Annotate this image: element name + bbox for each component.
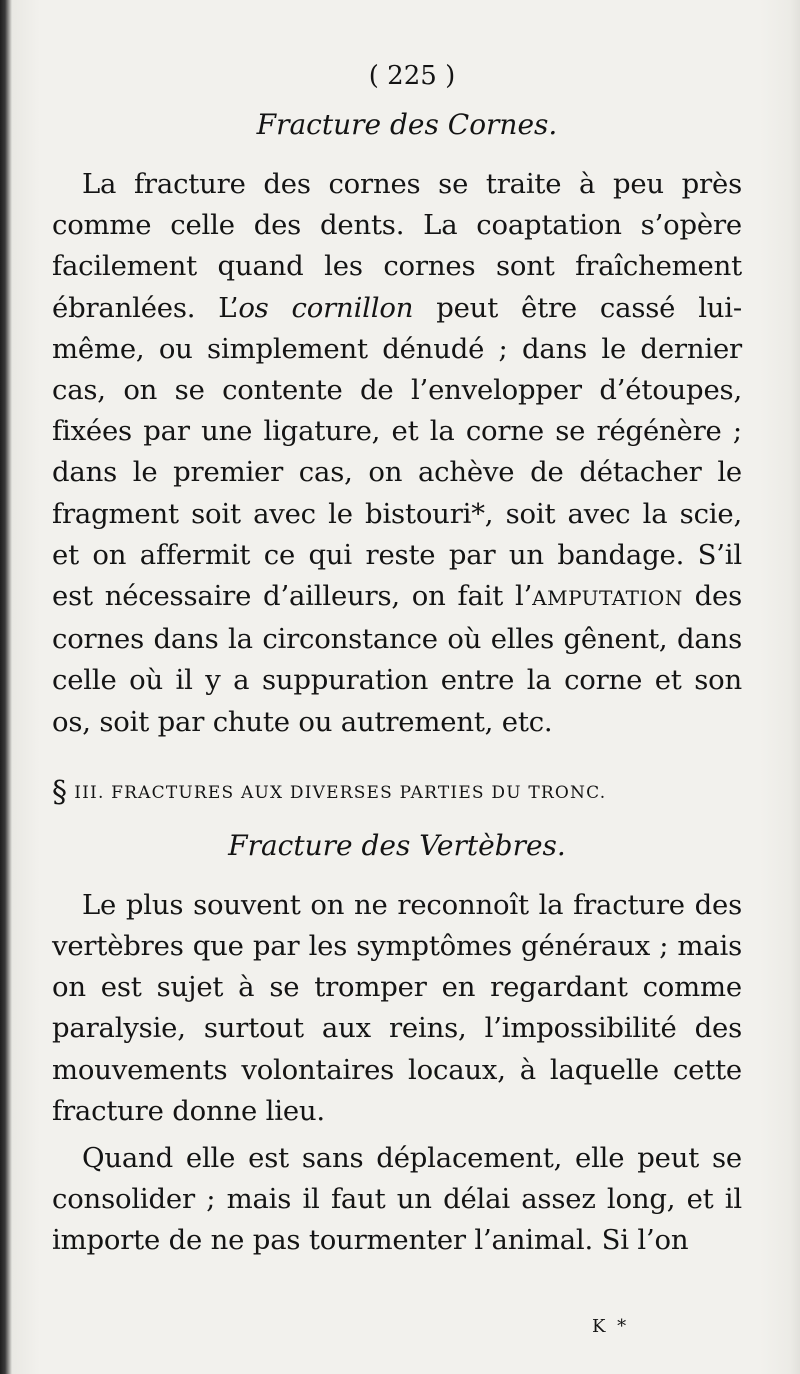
paragraph-vertebres-2: Quand elle est sans déplacement, elle peut se consolider ; mais il faut un délai assez long, et il importe de ne pas tourmenter l’animal. Si l’on [52,1142,742,1257]
paragraph-cornes-text-2: peut être cassé lui-même, ou simplement dénudé ; dans le dernier cas, on se contente de l’envelopper d’étoupes, fixées par une ligature, et la corne se régénère ; dans le premier cas, on achève de détacher le fragment soit avec le bistouri*, soit avec la scie, et on affermit ce qui reste par un bandage. S’il est nécessaire d’ailleurs, on fait l’ [52,291,742,613]
paragraph-cornes-text-3: des cornes dans la circonstance où elles gênent, dans celle où il y a suppuration entre la corne et son os, soit par chute ou autrement, etc. [52,580,743,738]
section-symbol: § [52,774,69,810]
signature-mark: K * [592,1316,630,1337]
paragraph-cornes-small-caps: AMPUTATION [532,586,683,611]
paragraph-cornes-text-1: La fracture des cornes se traite à peu près comme celle des dents. La coaptation s’opère facilement quand les cornes sont fraîchement ébranlées. L’ [52,168,742,324]
section-title-vertebres: Fracture des Vertèbres. [228,828,566,862]
section-title-cornes: Fracture des Cornes. [256,108,558,141]
section-heading [52,773,742,813]
page-content [52,52,742,1262]
page-number: ( 225 ) [368,61,456,91]
paragraph-vertebres-1: Le plus souvent on ne reconnoît la fracture des vertèbres que par les symptômes généraux ; mais on est sujet à se tromper en regardant comme paralysie, surtout aux reins, l’impossibilité des mouvements volontaires locaux, à laquelle cette fracture donne lieu. [52,888,742,1127]
paragraph-cornes-italic: os cornillon [238,291,414,324]
section-heading-text: III. FRACTURES AUX DIVERSES PARTIES DU TRONC. [74,782,607,803]
paragraph-cornes [52,164,742,743]
